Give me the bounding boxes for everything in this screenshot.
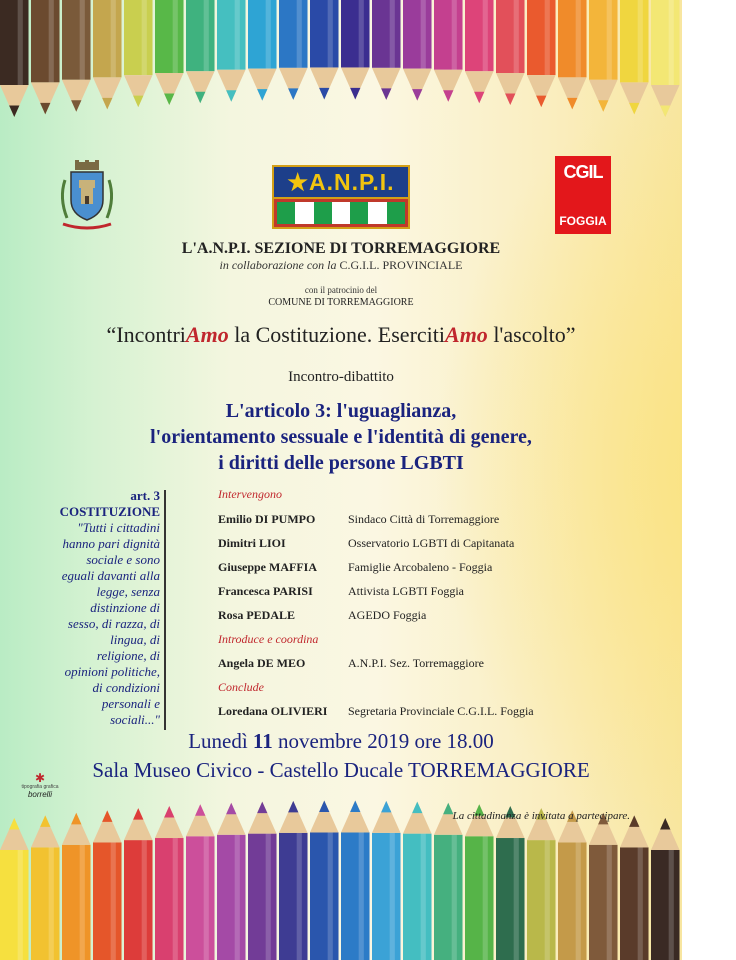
slogan-part-2: la Costituzione. Eserciti [228,322,446,347]
right-margin [682,0,736,960]
pencil [279,0,308,100]
bottom-colored-pencils [0,780,682,960]
slogan-part-3: l'ascolto” [487,322,576,347]
event-date [0,729,682,754]
pencil [217,803,246,960]
quote-line: legge, senza [96,584,160,599]
moderator-role: A.N.P.I. Sez. Torremaggiore [348,656,484,670]
pencil [93,0,122,109]
headline-line-3: i diritti delle persone LGBTI [218,452,464,474]
slogan-part-1: “Incontri [106,322,186,347]
pencil [403,0,432,101]
pencil [558,810,587,960]
speaker-role: AGEDO Foggia [348,608,427,622]
speakers-label: Intervengono [218,487,282,501]
headline-line-1: L'articolo 3: l'uguaglianza, [225,400,457,422]
pencil [31,0,60,114]
quote-line: sociale e sono [86,552,160,567]
pencil [186,0,215,103]
speaker-role: Osservatorio LGBTI di Capitanata [348,536,515,550]
speaker-name: Francesca PARISI [218,584,313,598]
date-prefix: Lunedì [188,729,253,753]
closing-name: Loredana OLIVIERI [218,704,328,718]
organizer-collaboration [0,258,682,273]
quote-line: lingua, di [110,632,160,647]
quote-line: eguali davanti alla [61,568,160,583]
pencil [620,0,649,114]
moderator-name: Angela DE MEO [218,656,306,670]
pencil [93,810,122,960]
pencil [527,808,556,960]
pencil [186,804,215,960]
pencil [31,815,60,960]
speaker-name: Dimitri LIOI [218,536,286,550]
top-colored-pencils [0,0,682,175]
quote-line: sociali..." [110,712,160,727]
speaker-row [218,536,514,551]
moderator-row [218,656,484,671]
slogan-amo-1: Amo [185,322,229,347]
pencil [589,0,618,112]
pencil [0,818,29,960]
cgil-logo-subtitle: FOGGIA [559,214,607,228]
speaker-row [218,560,492,575]
pencil [248,802,277,960]
italian-flag-icon [272,199,410,229]
quote-line: religione, di [96,648,160,663]
pencil [124,0,153,107]
speaker-row [218,584,464,599]
cgil-logo [555,156,611,234]
pencil [651,0,680,117]
pencil [465,804,494,960]
pencil [248,0,277,101]
headline-line-2: l'orientamento sessuale e l'identità di genere, [150,426,532,448]
sponsor-logo-name: borrelli [27,790,52,799]
pencil [465,0,494,103]
speaker-role: Attivista LGBTI Foggia [348,584,464,598]
date-day: 11 [252,729,273,753]
pencil [434,803,463,960]
pencil [279,801,308,960]
pencil [527,0,556,107]
comune-crest-icon [55,158,119,236]
invitation-note: La cittadinanza è invitata a partecipare. [452,810,630,822]
pencil [341,800,370,960]
pencil [217,0,246,102]
event-type: Incontro-dibattito [288,369,394,385]
quote-line: personali e [101,696,160,711]
quote-ref-constitution: COSTITUZIONE [59,504,160,519]
pencil [651,818,680,960]
slogan-amo-2: Amo [445,322,488,347]
speaker-row [218,608,426,623]
slogan [0,322,682,348]
quote-line: di condizioni [92,680,160,695]
speaker-role: Sindaco Città di Torremaggiore [348,512,500,526]
anpi-logo-text: ★A.N.P.I. [272,165,410,199]
pencil [155,0,184,105]
patronage-name: COMUNE DI TORREMAGGIORE [268,297,414,308]
speaker-role: Famiglie Arcobaleno - Foggia [348,560,493,574]
pencil [62,0,91,112]
closing-role: Segretaria Provinciale C.G.I.L. Foggia [348,704,534,718]
pencil [558,0,587,109]
patronage-note: con il patrocinio del [304,285,378,295]
sponsor-star-icon: ✱ [34,771,46,785]
pencil [310,800,339,960]
quote-line: hanno pari dignità [62,536,160,551]
organizer-title: L'A.N.P.I. SEZIONE DI TORREMAGGIORE [181,240,501,257]
quote-line: distinzione di [90,600,160,615]
sponsor-logo [20,772,60,799]
speaker-name: Emilio DI PUMPO [218,512,316,526]
speaker-row [218,512,499,527]
constitution-quote [18,488,160,728]
quote-line: "Tutti i cittadini [77,520,160,535]
pencil [434,0,463,102]
pencil [0,0,29,117]
pencil [372,0,401,100]
pencil [620,815,649,960]
collaboration-prefix: in collaborazione con la [219,258,337,272]
moderator-label: Introduce e coordina [218,632,319,646]
pencil [372,801,401,960]
event-venue: Sala Museo Civico - Castello Ducale TORREMAGGIORE [92,758,590,782]
sponsor-logo-top: tipografia grafica [21,784,59,790]
pencil [62,813,91,960]
pencil [124,808,153,960]
vertical-divider [164,490,166,730]
cgil-logo-text: CGIL [563,162,603,182]
date-suffix: novembre 2019 ore 18.00 [272,729,494,753]
headline [0,398,682,476]
pencil [341,0,370,99]
quote-ref-article: art. 3 [130,488,160,503]
closing-row [218,704,534,719]
collaboration-name: C.G.I.L. PROVINCIALE [339,258,463,272]
pencil [496,806,525,960]
speaker-name: Rosa PEDALE [218,608,296,622]
pencil [589,813,618,960]
pencil [155,806,184,960]
closing-label: Conclude [218,680,264,694]
pencil [310,0,339,99]
anpi-logo [272,165,410,231]
quote-line: sesso, di razza, di [67,616,160,631]
quote-line: opinioni politiche, [64,664,160,679]
speaker-name: Giuseppe MAFFIA [218,560,317,574]
pencil [403,802,432,960]
pencil [496,0,525,105]
